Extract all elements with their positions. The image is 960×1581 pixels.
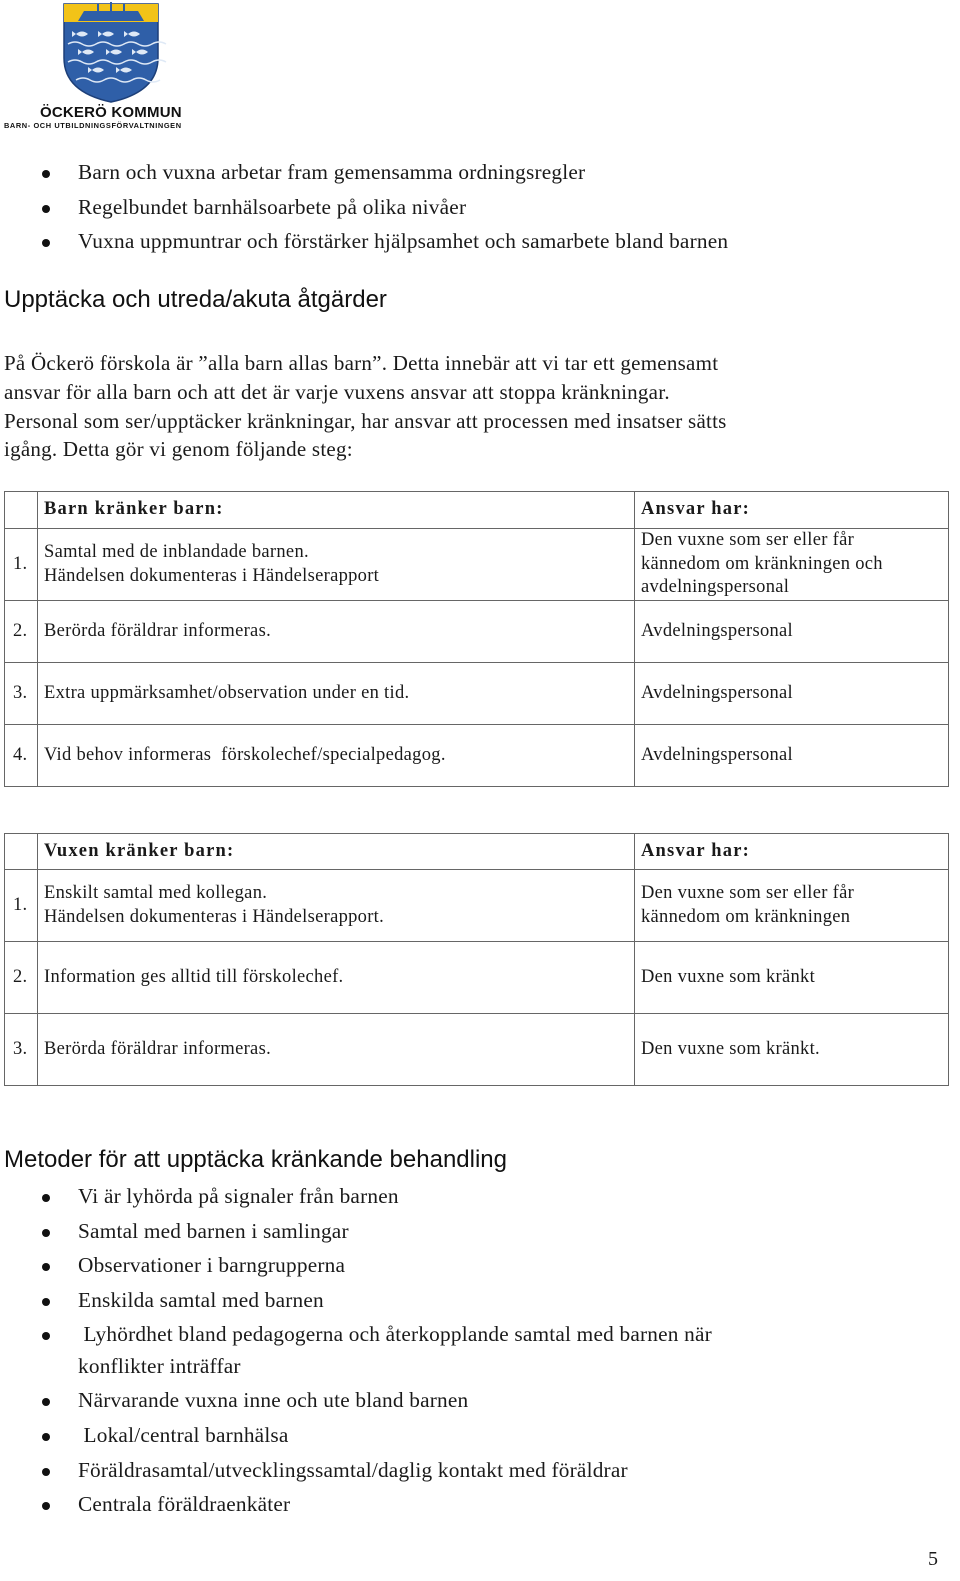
list-item: Observationer i barngrupperna (0, 1248, 712, 1283)
list-item: Lokal/central barnhälsa (0, 1418, 712, 1453)
table-row: 2. Berörda föräldrar informeras. Avdelningspersonal (5, 601, 949, 663)
column-header: Barn kränker barn: (38, 492, 635, 529)
methods-bullet-list (0, 1179, 712, 1522)
municipality-logo (2, 0, 216, 128)
column-header: Vuxen kränker barn: (38, 834, 635, 870)
child-offends-child-table (4, 491, 949, 787)
table-row: 2. Information ges alltid till förskolechef. Den vuxne som kränkt (5, 942, 949, 1014)
table-row: 1. Enskilt samtal med kollegan. Händelsen dokumenteras i Händelserapport. Den vuxne som ser eller får kännedom om kränkningen (5, 870, 949, 942)
intro-bullet-list (0, 155, 728, 259)
logo-subtitle: BARN- OCH UTBILDNINGSFÖRVALTNINGEN (4, 121, 182, 130)
paragraph-line: På Öckerö förskola är ”alla barn allas barn”. Detta innebär att vi tar ett gemensamt (4, 351, 719, 375)
bullet-icon (42, 1229, 50, 1237)
bullet-icon (42, 205, 50, 213)
section-heading: Upptäcka och utreda/akuta åtgärder (4, 286, 387, 313)
column-header: Ansvar har: (635, 834, 949, 870)
logo-name: ÖCKERÖ KOMMUN (40, 104, 182, 121)
table-row: 3. Berörda föräldrar informeras. Den vuxne som kränkt. (5, 1014, 949, 1086)
bullet-icon (42, 1298, 50, 1306)
intro-paragraph (4, 349, 944, 464)
bullet-icon (42, 1194, 50, 1202)
list-item: Enskilda samtal med barnen (0, 1283, 712, 1318)
bullet-icon (42, 170, 50, 178)
adult-offends-child-table (4, 833, 949, 1086)
paragraph-line: igång. Detta gör vi genom följande steg: (4, 437, 353, 462)
paragraph-line: Personal som ser/upptäcker kränkningar, har ansvar att processen med insatser sätts (4, 408, 727, 433)
list-item: Vi är lyhörda på signaler från barnen (0, 1179, 712, 1214)
page-number: 5 (928, 1548, 938, 1570)
bullet-icon (42, 239, 50, 247)
list-item: Närvarande vuxna inne och ute bland barnen (0, 1383, 712, 1418)
list-item: Centrala föräldraenkäter (0, 1487, 712, 1522)
paragraph-line: ansvar för alla barn och att det är varje vuxens ansvar att stoppa kränkningar. (4, 379, 670, 404)
list-item: Regelbundet barnhälsoarbete på olika nivåer (0, 190, 728, 225)
bullet-icon (42, 1332, 50, 1340)
column-header: Ansvar har: (635, 492, 949, 529)
list-item: Lyhördhet bland pedagogerna och återkopplande samtal med barnen när konflikter inträffar (0, 1317, 712, 1383)
bullet-icon (42, 1502, 50, 1510)
section-heading: Metoder för att upptäcka kränkande behandling (4, 1146, 508, 1173)
list-item: Barn och vuxna arbetar fram gemensamma ordningsregler (0, 155, 728, 190)
bullet-icon (42, 1263, 50, 1271)
table-row: 4. Vid behov informeras förskolechef/specialpedagog. Avdelningspersonal (5, 725, 949, 787)
list-item: Föräldrasamtal/utvecklingssamtal/daglig kontakt med föräldrar (0, 1453, 712, 1488)
table-row: 1. Samtal med de inblandade barnen. Händelsen dokumenteras i Händelserapport Den vuxne som ser eller får kännedom om kränkningen och avdelningspersonal (5, 529, 949, 601)
bullet-icon (42, 1468, 50, 1476)
bullet-icon (42, 1433, 50, 1441)
table-header-row (5, 834, 949, 870)
list-item: Vuxna uppmuntrar och förstärker hjälpsamhet och samarbete bland barnen (0, 224, 728, 259)
bullet-icon (42, 1398, 50, 1406)
list-item: Samtal med barnen i samlingar (0, 1214, 712, 1249)
table-row: 3. Extra uppmärksamhet/observation under en tid. Avdelningspersonal (5, 663, 949, 725)
table-header-row (5, 492, 949, 529)
coat-of-arms-icon (2, 0, 216, 104)
